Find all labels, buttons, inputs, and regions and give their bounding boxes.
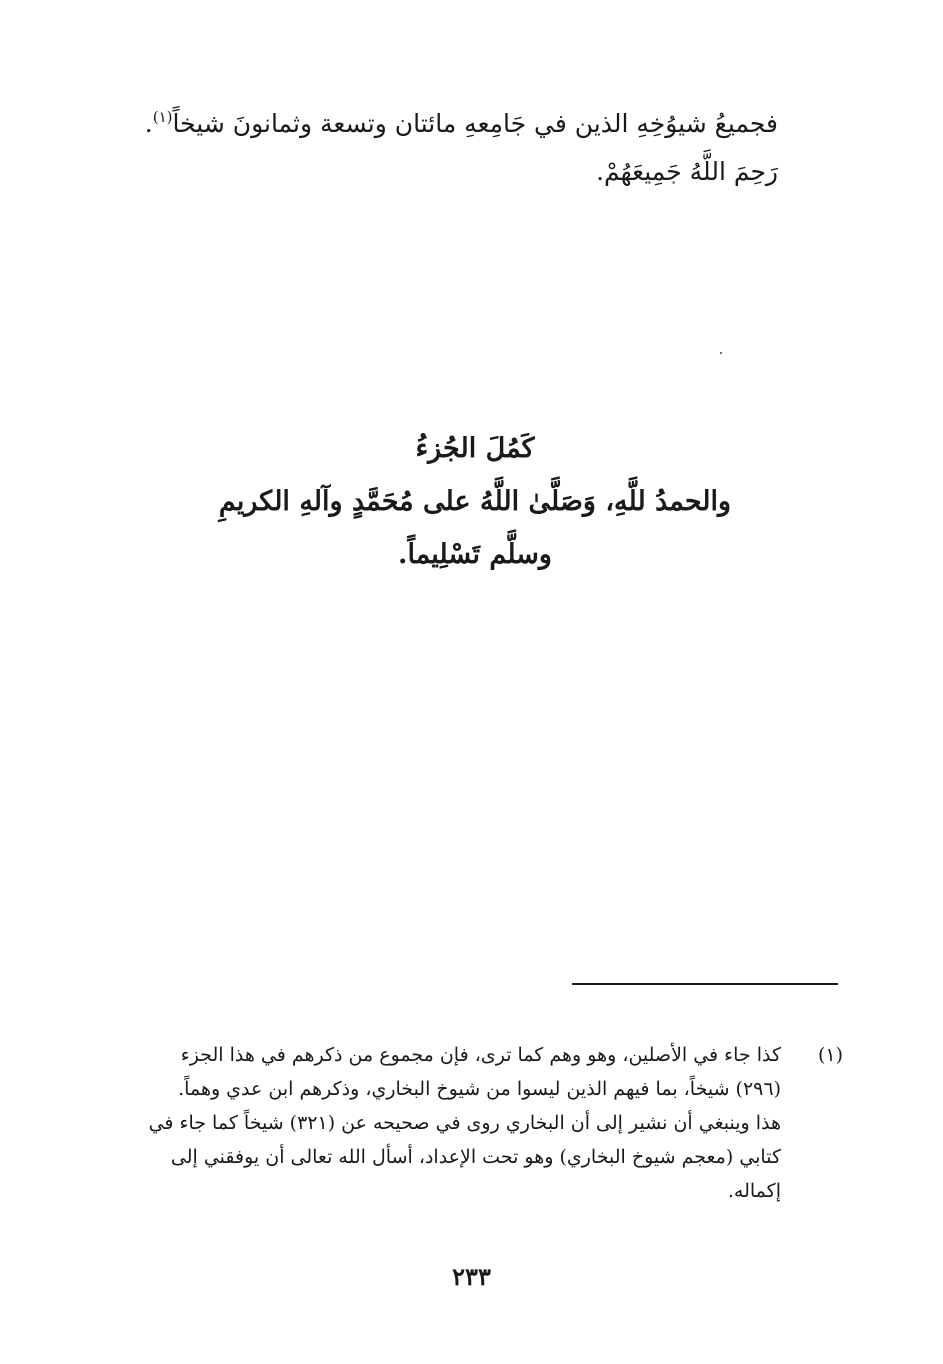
main-text-line-1-content: فجميعُ شيوُخِهِ الذين في جَامِعهِ مائتان وتسعة وثمانونَ شيخاً xyxy=(172,109,778,138)
colophon-line-1: كَمُلَ الجُزءُ xyxy=(415,433,535,464)
footnote xyxy=(98,1038,843,1208)
main-text-line-2: رَحِمَ اللَّهُ جَمِيعَهُمْ. xyxy=(596,157,778,186)
footnote-separator xyxy=(572,983,838,985)
main-text-line-1 xyxy=(138,100,778,148)
footnote-marker: (١) xyxy=(817,1044,843,1066)
footnote-reference[interactable]: (١) xyxy=(152,108,173,126)
colophon-line-3: وسلَّم تَسْلِيماً. xyxy=(398,539,552,570)
footnote-line: هذا وينبغي أن نشير إلى أن البخاري روى في صحيحه عن (٣٢١) شيخاً كما جاء في xyxy=(148,1112,781,1134)
colophon xyxy=(140,422,810,581)
footnote-line: كتابي (معجم شيوخ البخاري) وهو تحت الإعداد، أسأل الله تعالى أن يوفقني إلى xyxy=(170,1146,781,1168)
page-number: ٢٣٣ xyxy=(452,1262,491,1291)
footnote-line: كذا جاء في الأصلين، وهو وهم كما ترى، فإن مجموع من ذكرهم في هذا الجزء xyxy=(180,1044,781,1066)
main-text-line-1-end: . xyxy=(144,109,153,138)
footnote-line: (٢٩٦) شيخاً، بما فيهم الذين ليسوا من شيوخ البخاري، وذكرهم ابن عدي وهماً. xyxy=(178,1078,781,1100)
footnote-line: إكماله. xyxy=(727,1180,781,1202)
colophon-line-2: والحمدُ للَّهِ، وَصَلَّىٰ اللَّهُ على مُحَمَّدٍ وآلهِ الكريمِ xyxy=(218,486,732,517)
footnote-body xyxy=(98,1038,781,1208)
scan-speck xyxy=(720,352,722,354)
main-text xyxy=(138,100,778,196)
